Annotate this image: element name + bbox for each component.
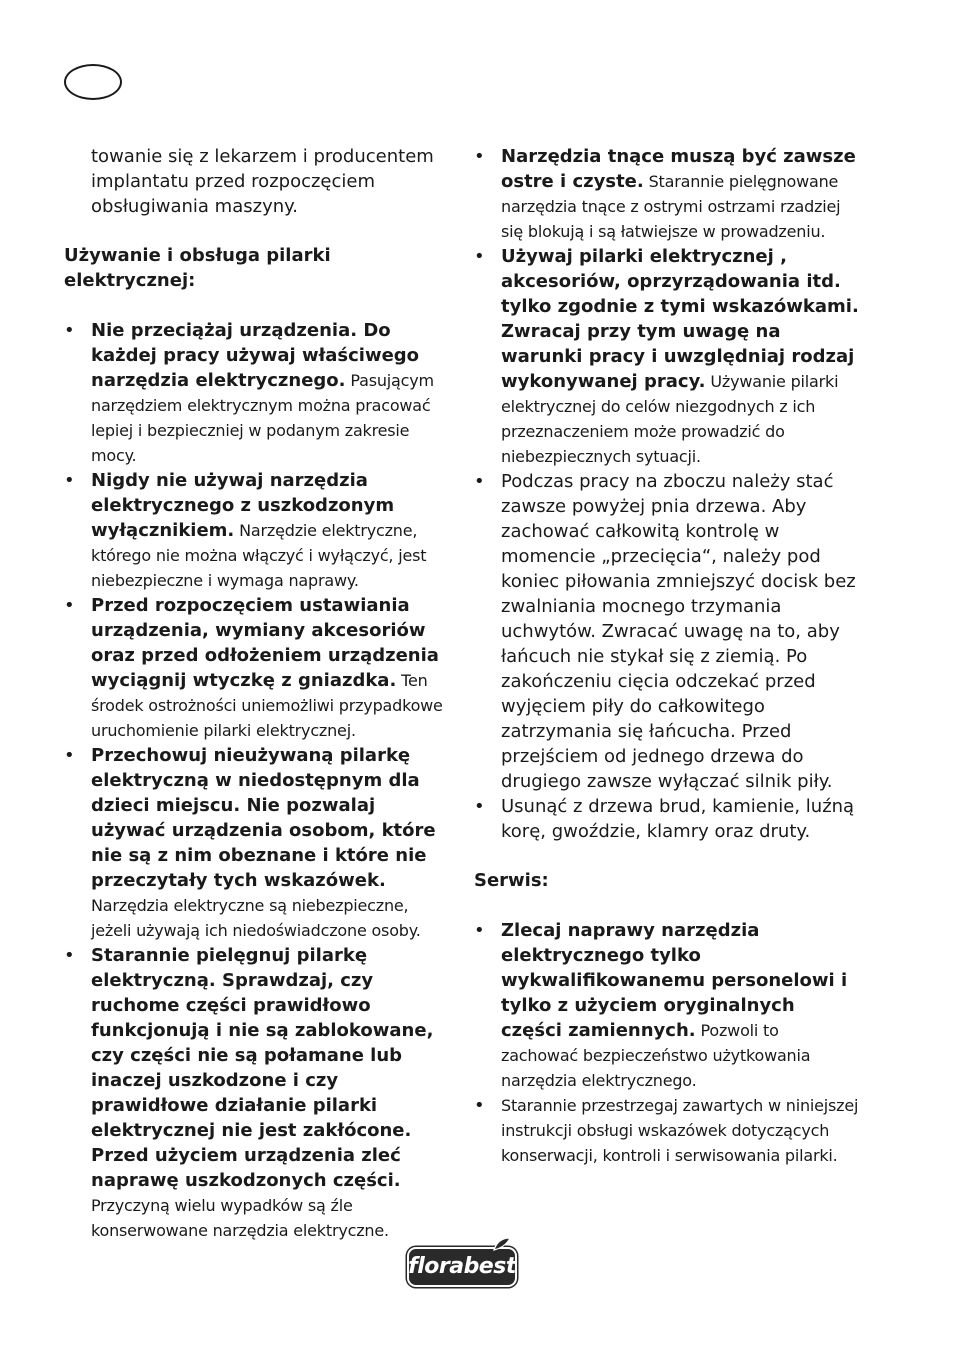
service-list [474,918,860,1168]
body-text: Przyczyną wielu wypadków są źle konserwowane narzędzia elektryczne. [91,1196,389,1240]
logo-text: florabest [408,1254,516,1279]
right-column [474,144,860,1168]
list-item [64,943,452,1243]
bold-lead: Przechowuj nieużywaną pilarkę elektryczną w niedostępnym dla dzieci miejscu. Nie pozwalaj używać urządzenia osobom, które nie są z nim obeznane i które nie przeczytały tych wskazówek. [91,745,436,891]
section-heading-usage: Używanie i obsługa pilarki elektrycznej: [64,245,331,291]
body-text: Narzędzia elektryczne są niebezpieczne, jeżeli używają ich niedoświadczone osoby. [91,896,421,940]
leaf-icon [493,1237,511,1251]
list-item [64,318,452,468]
body-text: Usunąć z drzewa brud, kamienie, luźną korę, gwoździe, klamry oraz druty. [501,796,855,842]
body-text: Podczas pracy na zboczu należy stać zawsze powyżej pnia drzewa. Aby zachować całkowitą kontrolę w momencie „przecięcia“, należy pod koniec piłowania zmniejszyć docisk bez zwalniania mocnego trzymania uchwytów. Zwracać uwagę na to, aby łańcuch nie stykał się z ziemią. Po zakończeniu cięcia odczekać przed wyjęciem piły do całkowitego zatrzymania się łańcucha. Przed przejściem od jednego drzewa do drugiego zawsze wyłączać silnik piły. [501,471,856,792]
list-item [474,469,860,794]
body-text: Starannie przestrzegaj zawartych w niniejszej instrukcji obsługi wskazówek dotyczących konserwacji, kontroli i serwisowania pilarki. [501,1096,859,1165]
language-badge [64,64,122,100]
bold-lead: Używaj pilarki elektrycznej , akcesoriów, oprzyrządowania itd. tylko zgodnie z tymi wskazówkami. Zwracaj przy tym uwagę na warunki pracy i uwzględniaj rodzaj wykonywanej pracy. [501,246,859,392]
body-text: Starannie pielęgnowane narzędzia tnące z ostrymi ostrzami rzadziej się blokują i są łatwiejsze w prowadzeniu. [501,172,841,241]
list-item [64,593,452,743]
bold-lead: Nigdy nie używaj narzędzia elektrycznego z uszkodzonym wyłącznikiem. [91,470,395,541]
list-item [474,1093,860,1168]
bold-lead: Nie przeciążaj urządzenia. Do każdej pracy używaj właściwego narzędzia elektrycznego. [91,320,420,391]
body-text: Używanie pilarki elektrycznej do celów niezgodnych z ich przeznaczeniem może prowadzić do niebezpiecznych sytuacji. [501,372,839,466]
list-item [64,468,452,593]
list-item [474,918,860,1093]
list-item [474,244,860,469]
bold-lead: Starannie pielęgnuj pilarkę elektryczną. Sprawdzaj, czy ruchome części prawidłowo funkcjonują i nie są zablokowane, czy części nie są połamane lub inaczej uszkodzone i czy prawidłowe działanie pilarki elektrycznej nie jest zakłócone. Przed użyciem urządzenia zleć naprawę uszkodzonych części. [91,945,434,1191]
body-text: Pozwoli to zachować bezpieczeństwo użytkowania narzędzia elektrycznego. [501,1021,811,1090]
cutting-list [474,144,860,844]
list-item [64,743,452,943]
florabest-logo [407,1247,517,1287]
bold-lead: Narzędzia tnące muszą być zawsze ostre i czyste. [501,146,856,192]
continuation-text: towanie się z lekarzem i producentem implantatu przed rozpoczęciem obsługiwania maszyny. [91,146,434,217]
body-text: Narzędzie elektryczne, którego nie można włączyć i wyłączyć, jest niebezpieczne i wymaga naprawy. [91,521,427,590]
bold-lead: Zlecaj naprawy narzędzia elektrycznego tylko wykwalifikowanemu personelowi i tylko z użyciem oryginalnych części zamiennych. [501,920,848,1041]
list-item [474,794,860,844]
usage-list [64,318,452,1243]
bold-lead: Przed rozpoczęciem ustawiania urządzenia, wymiany akcesoriów oraz przed odłożeniem urządzenia wyciągnij wtyczkę z gniazdka. [91,595,439,691]
list-item [474,144,860,244]
body-text: Ten środek ostrożności uniemożliwi przypadkowe uruchomienie pilarki elektrycznej. [91,671,443,740]
left-column [64,144,452,1243]
section-heading-service: Serwis: [474,870,549,891]
body-text: Pasującym narzędziem elektrycznym można pracować lepiej i bezpieczniej w podanym zakresie mocy. [91,371,434,465]
